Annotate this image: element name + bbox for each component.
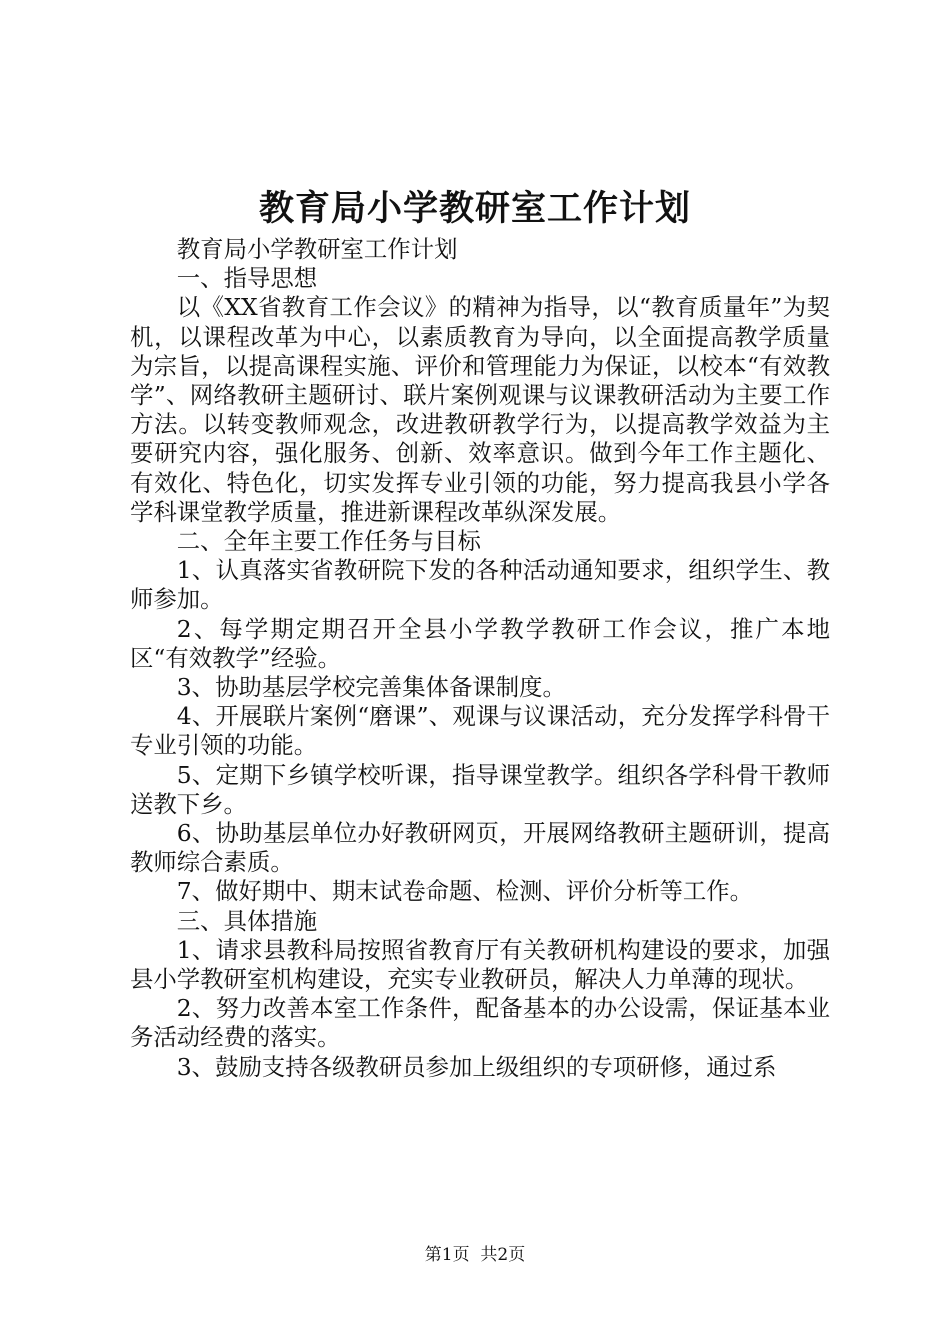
section-heading-guiding-ideology: 一、指导思想 xyxy=(176,264,318,293)
task-item: 3、协助基层学校完善集体备课制度。 xyxy=(176,673,566,702)
page-footer: 第1页 共2页 xyxy=(424,1245,526,1265)
document-title: 教育局小学教研室工作计划 xyxy=(258,188,691,229)
document-body xyxy=(130,235,830,1082)
measure-item: 2、努力改善本室工作条件，配备基本的办公设需，保证基本业务活动经费的落实。 xyxy=(130,994,830,1052)
measure-item: 3、鼓励支持各级教研员参加上级组织的专项研修，通过系 xyxy=(176,1052,777,1081)
paragraph-subtitle: 教育局小学教研室工作计划 xyxy=(176,235,458,263)
task-item: 2、每学期定期召开全县小学教学教研工作会议，推广本地区“有效教学”经验。 xyxy=(130,614,830,672)
paragraph-guiding-ideology: 以《XX省教育工作会议》的精神为指导，以“教育质量年”为契机，以课程改革为中心，以素质教育为导向，以全面提高教学质量为宗旨，以提高课程实施、评价和管理能力为保证，以校本“有效教学”、网络教研主题研讨、联片案例观课与议课教研活动为主要工作方法。以转变教师观念，改进教研教学行为，以提高教学效益为主要研究内容，强化服务、创新、效率意识。做到今年工作主题化、有效化、特色化，切实发挥专业引领的功能，努力提高我县小学各学科课堂教学质量，推进新课程改革纵深发展。 xyxy=(130,293,830,526)
task-item: 4、开展联片案例“磨课”、观课与议课活动，充分发挥学科骨干专业引领的功能。 xyxy=(130,702,830,760)
task-item: 5、定期下乡镇学校听课，指导课堂教学。组织各学科骨干教师送教下乡。 xyxy=(130,760,830,818)
task-item: 1、认真落实省教研院下发的各种活动通知要求，组织学生、教师参加。 xyxy=(130,556,830,614)
section-heading-measures: 三、具体措施 xyxy=(176,906,318,935)
section-heading-annual-tasks: 二、全年主要工作任务与目标 xyxy=(176,527,481,556)
task-item: 6、协助基层单位办好教研网页，开展网络教研主题研训，提高教师综合素质。 xyxy=(130,819,830,877)
measure-item: 1、请求县教科局按照省教育厅有关教研机构建设的要求，加强县小学教研室机构建设，充实专业教研员，解决人力单薄的现状。 xyxy=(130,935,830,994)
task-item: 7、做好期中、期末试卷命题、检测、评价分析等工作。 xyxy=(176,877,754,906)
